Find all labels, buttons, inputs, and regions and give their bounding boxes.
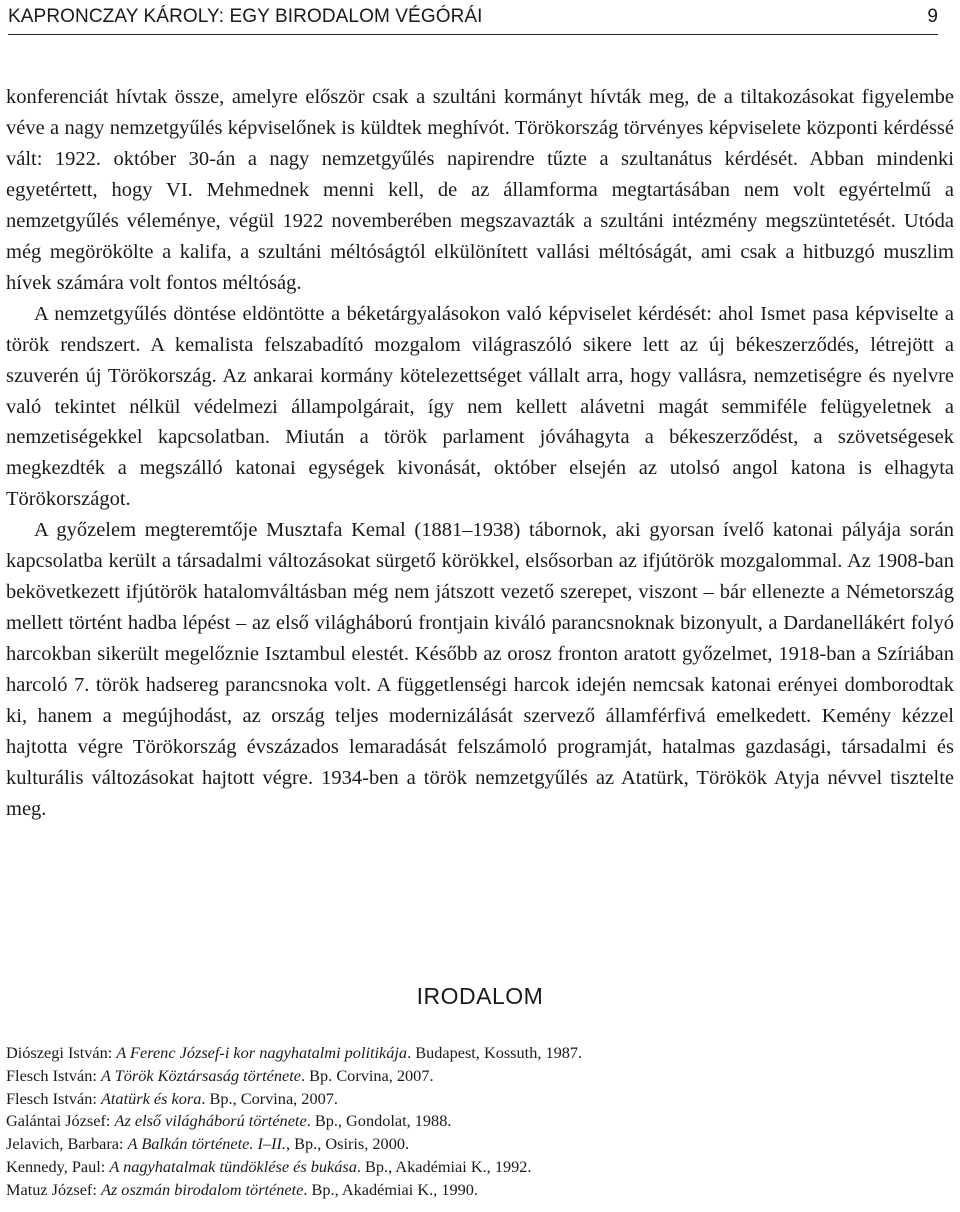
work-title: A Balkán története. I–II. bbox=[127, 1134, 287, 1154]
bibliography-entry bbox=[6, 1042, 954, 1065]
bibliography-entry bbox=[6, 1156, 954, 1179]
work-title: Az első világháború története bbox=[114, 1111, 307, 1131]
bibliography-entry bbox=[6, 1133, 954, 1156]
work-title: A nagyhatalmak tündöklése és bukása bbox=[109, 1156, 357, 1176]
page-number: 9 bbox=[927, 6, 938, 27]
work-title: A Török Köztársaság története bbox=[100, 1065, 302, 1085]
work-title: Atatürk és kora bbox=[100, 1088, 202, 1108]
bibliography-list bbox=[6, 1042, 954, 1202]
bibliography-entry bbox=[6, 1088, 954, 1111]
running-title: KAPRONCZAY KÁROLY: EGY BIRODALOM VÉGÓRÁI bbox=[8, 6, 483, 27]
paragraph: A nemzetgyűlés döntése eldöntötte a béketárgyalásokon való képviselet kérdését: ahol Ismet pasa képviselte a török rendszert. A kemalista felszabadító mozgalom világraszóló sikere lett az új békeszerződés, létrejött a szuverén új Törökország. Az ankarai kormány kötelezettséget vállalt arra, hogy vallásra, nemzetiségre és nyelvre való tekintet nélkül védelmezi állampolgárait, így nem kellett alávetni magát semmiféle felügyeletnek a nemzetiségekkel kapcsolatban. Miután a török parlament jóváhagyta a békeszerződést, a szövetségesek megkezdték a megszálló katonai egységek kivonását, október elsején az utolsó angol katona is elhagyta Törökországot. bbox=[6, 302, 954, 511]
author: Flesch István: bbox=[6, 1065, 101, 1085]
author: Kennedy, Paul: bbox=[6, 1156, 110, 1176]
body-text bbox=[6, 82, 954, 825]
publication-details: . Bp., Akadémiai K., 1992. bbox=[356, 1156, 532, 1176]
publication-details: , Bp., Osiris, 2000. bbox=[286, 1134, 410, 1154]
publication-details: . Bp. Corvina, 2007. bbox=[301, 1065, 434, 1085]
author: Matuz József: bbox=[6, 1179, 101, 1199]
paragraph: A győzelem megteremtője Musztafa Kemal (1881–1938) tábornok, aki gyorsan ívelő katonai pályája során kapcsolatba került a társadalmi változásokat sürgető körökkel, elsősorban az ifjútörök mozgalommal. Az 1908-ban bekövetkezett ifjútörök hatalomváltásban még nem játszott vezető szerepet, viszont – bár ellenezte a Németország mellett történt hadba lépést – az első világháború frontjain kiváló parancsnoknak bizonyult, a Dardanellákért folyó harcokban sikerült megelőznie Isztambul elestét. Később az orosz fronton aratott győzelmet, 1918-ban a Szíriában harcoló 7. török hadsereg parancsnoka volt. A függetlenségi harcok idején nemcsak katonai erényei domborodtak ki, hanem a megújhodást, az ország teljes modernizálását szervező államférfivá emelkedett. Kemény kézzel hajtotta végre Törökország évszázados lemaradását felszámoló programját, hatalmas gazdasági, társadalmi és kulturális változásokat hajtott végre. 1934-ben a török nemzetgyűlés az Atatürk, Törökök Atyja névvel tisztelte meg. bbox=[6, 519, 954, 820]
section-title: IRODALOM bbox=[416, 983, 544, 1009]
bibliography-entry bbox=[6, 1110, 954, 1133]
publication-details: . Bp., Gondolat, 1988. bbox=[306, 1111, 452, 1131]
running-header bbox=[8, 0, 938, 35]
author: Jelavich, Barbara: bbox=[6, 1134, 128, 1154]
bibliography-entry bbox=[6, 1065, 954, 1088]
work-title: A Ferenc József-i kor nagyhatalmi politikája bbox=[116, 1043, 408, 1062]
author: Flesch István: bbox=[6, 1088, 101, 1108]
publication-details: . Budapest, Kossuth, 1987. bbox=[407, 1043, 583, 1062]
publication-details: . Bp., Akadémiai K., 1990. bbox=[303, 1179, 478, 1199]
author: Diószegi István: bbox=[6, 1043, 117, 1062]
work-title: Az oszmán birodalom története bbox=[100, 1179, 304, 1199]
publication-details: . Bp., Corvina, 2007. bbox=[201, 1088, 338, 1108]
author: Galántai József: bbox=[6, 1111, 115, 1131]
paragraph: konferenciát hívtak össze, amelyre először csak a szultáni kormányt hívták meg, de a tiltakozásokat figyelembe véve a nagy nemzetgyűlés képviselőnek is küldtek meghívót. Törökország törvényes képviselete központi kérdéssé vált: 1922. október 30-án a nagy nemzetgyűlés napirendre tűzte a szultanátus kérdését. Abban mindenki egyetértett, hogy VI. Mehmednek menni kell, de az államforma megtartásában nem volt egyértelmű a nemzetgyűlés véleménye, végül 1922 novemberében megszavazták a szultáni intézmény megszüntetését. Utóda még megörökölte a kalifa, a szultáni méltóságtól elkülönített vallási méltóságát, ami csak a hitbuzgó muszlim hívek számára volt fontos méltóság. bbox=[6, 86, 954, 294]
bibliography-entry bbox=[6, 1179, 954, 1202]
